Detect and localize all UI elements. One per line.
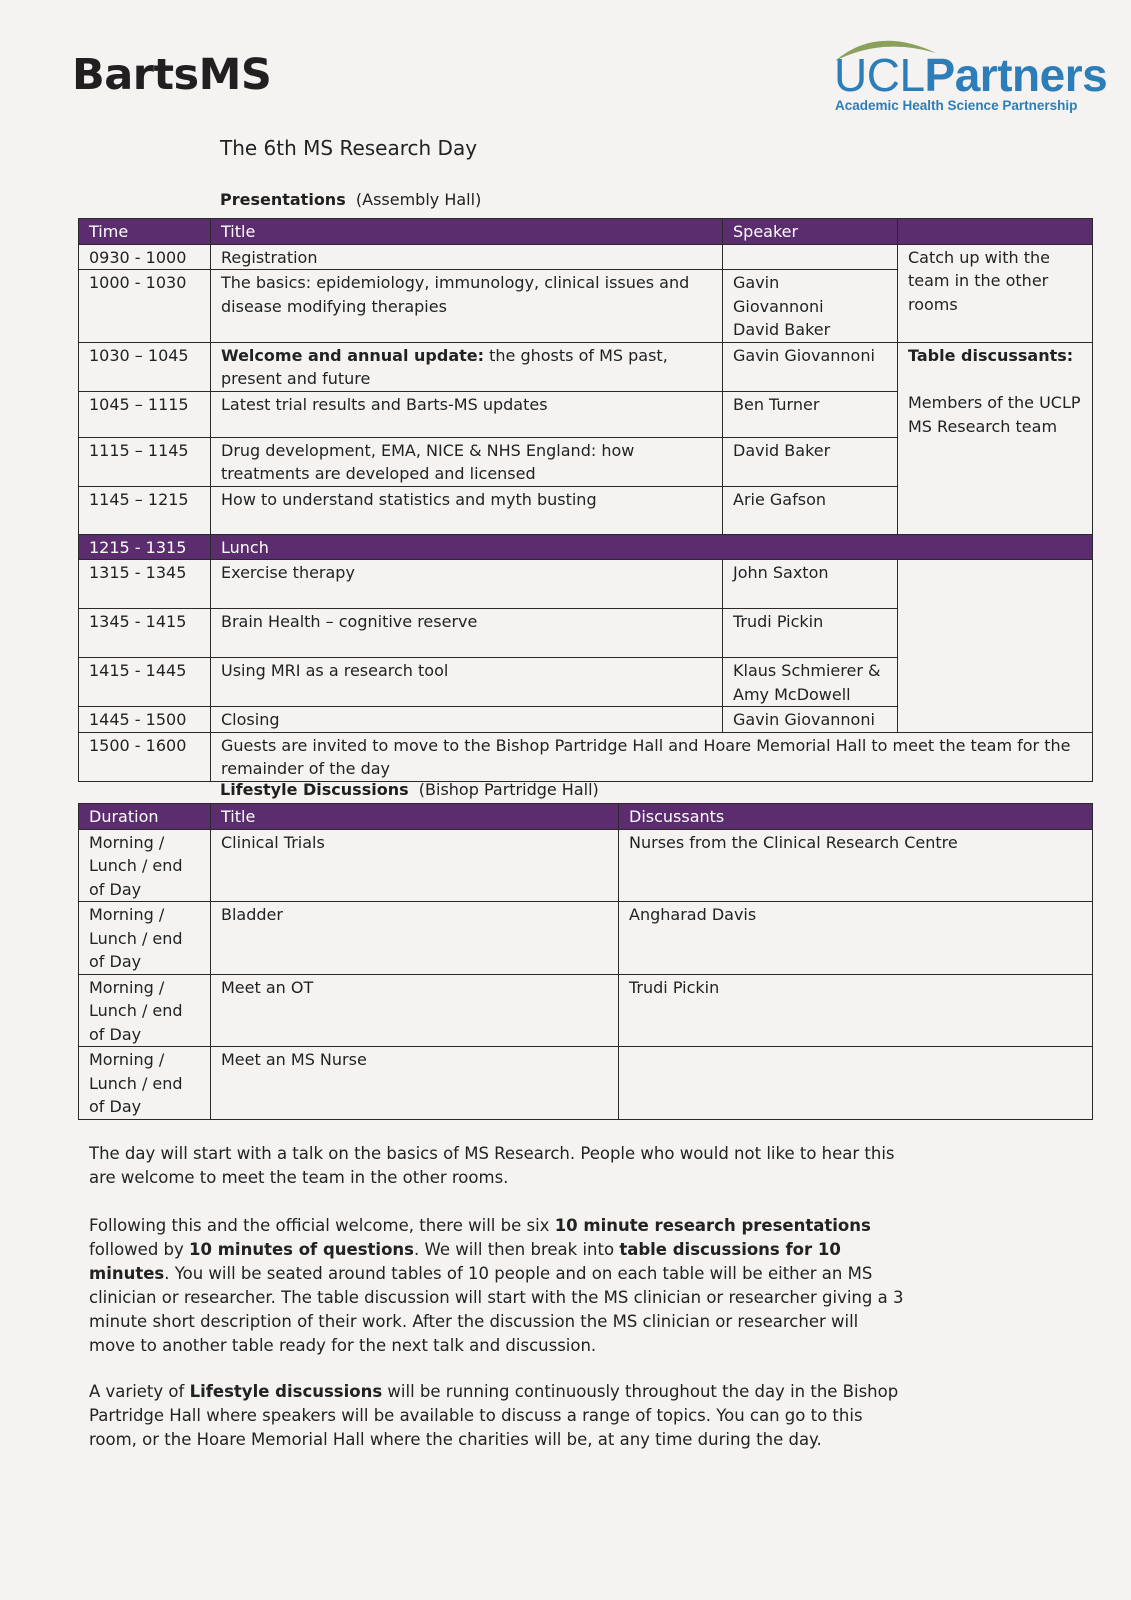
row-discussants: Trudi Pickin (619, 974, 1093, 1047)
paragraph-emphasis: 10 minute research presentations (554, 1216, 871, 1235)
row-duration: Morning / Lunch / end of Day (79, 974, 211, 1047)
row-title: Exercise therapy (211, 560, 723, 609)
side-column-blank (898, 560, 1093, 733)
table-row (79, 974, 1093, 1047)
row-title-bold: Welcome and annual update: (221, 345, 485, 365)
row-time: 1215 - 1315 (79, 534, 211, 560)
row-duration: Morning / Lunch / end of Day (79, 902, 211, 975)
row-title: Meet an MS Nurse (211, 1047, 619, 1120)
table-row (79, 244, 1093, 270)
presentations-heading-label: Presentations (220, 190, 346, 209)
row-time: 0930 - 1000 (79, 244, 211, 270)
lifestyle-location: (Bishop Partridge Hall) (418, 780, 599, 799)
lifestyle-table (78, 803, 1093, 1120)
row-title: Lunch (211, 534, 1093, 560)
row-speaker: Gavin Giovannoni (723, 342, 898, 391)
bartsms-logo: BartsMS (72, 50, 272, 100)
row-title: Closing (211, 707, 723, 733)
row-title: Meet an OT (211, 974, 619, 1047)
row-discussants (619, 1047, 1093, 1120)
row-title (211, 342, 723, 391)
column-header-title: Title (211, 804, 619, 830)
table-row (79, 829, 1093, 902)
column-header-discussants: Discussants (619, 804, 1093, 830)
paragraph-text: . You will be seated around tables of 10 people and on each table will be either an MS clinician or researcher. The table discussion will start with the MS clinician or researcher giving a 3 minute short description of their work. After the discussion the MS clinician or researcher will move to another table ready for the next talk and discussion. (89, 1264, 904, 1355)
row-title: Bladder (211, 902, 619, 975)
row-time: 1145 – 1215 (79, 486, 211, 534)
row-title: Brain Health – cognitive reserve (211, 609, 723, 658)
row-title: Using MRI as a research tool (211, 658, 723, 707)
row-title: Guests are invited to move to the Bishop Partridge Hall and Hoare Memorial Hall to meet the team for the remainder of the day (211, 732, 1093, 781)
row-time: 1500 - 1600 (79, 732, 211, 781)
intro-paragraph: The day will start with a talk on the basics of MS Research. People who would not like to hear this are welcome to meet the team in the other rooms. (89, 1144, 895, 1187)
table-header-row (79, 219, 1093, 245)
presentations-heading (220, 190, 481, 209)
column-header-title: Title (211, 219, 723, 245)
column-header-time: Time (79, 219, 211, 245)
row-speaker: Trudi Pickin (723, 609, 898, 658)
row-title: Clinical Trials (211, 829, 619, 902)
row-speaker: Gavin Giovannoni (723, 707, 898, 733)
side-note-catch-up: Catch up with the team in the other rooms (898, 244, 1093, 342)
row-speaker (723, 244, 898, 270)
table-row (79, 342, 1093, 391)
row-speaker: John Saxton (723, 560, 898, 609)
ucl-logo-suffix: Partners (924, 49, 1108, 101)
format-paragraph (89, 1214, 909, 1358)
uclpartners-logo (832, 33, 1108, 118)
side-note-discussants (898, 342, 1093, 534)
column-header-duration: Duration (79, 804, 211, 830)
row-discussants: Angharad Davis (619, 902, 1093, 975)
row-title: Registration (211, 244, 723, 270)
column-header-speaker: Speaker (723, 219, 898, 245)
paragraph-emphasis: 10 minutes of questions (189, 1240, 414, 1259)
paragraph-emphasis: Lifestyle discussions (189, 1382, 383, 1401)
paragraph-text: . We will then break into (413, 1240, 620, 1259)
side-note-body: Members of the UCLP MS Research team (908, 393, 1081, 436)
presentations-location: (Assembly Hall) (355, 190, 482, 209)
row-speaker: Ben Turner (723, 391, 898, 437)
table-row (79, 560, 1093, 609)
row-time: 1415 - 1445 (79, 658, 211, 707)
row-speaker: Gavin Giovannoni David Baker (723, 270, 898, 343)
table-row (79, 732, 1093, 781)
row-time: 1045 – 1115 (79, 391, 211, 437)
row-title-rest: the ghosts of MS past, present and future (221, 345, 668, 388)
paragraph-text: followed by (89, 1240, 190, 1259)
side-note-heading: Table discussants: (908, 345, 1074, 365)
page-title: The 6th MS Research Day (220, 136, 478, 160)
lifestyle-heading-label: Lifestyle Discussions (220, 780, 409, 799)
row-title: The basics: epidemiology, immunology, clinical issues and disease modifying therapies (211, 270, 723, 343)
row-title: Drug development, EMA, NICE & NHS England: how treatments are developed and licensed (211, 437, 723, 486)
ucl-logo-tagline: Academic Health Science Partnership (835, 98, 1078, 113)
table-row (79, 1047, 1093, 1120)
lifestyle-heading (220, 780, 599, 799)
paragraph-emphasis: table discussions for 10 minutes (89, 1240, 841, 1283)
row-duration: Morning / Lunch / end of Day (79, 1047, 211, 1120)
row-time: 1030 – 1045 (79, 342, 211, 391)
row-speaker: Arie Gafson (723, 486, 898, 534)
row-title: Latest trial results and Barts-MS updates (211, 391, 723, 437)
row-time: 1315 - 1345 (79, 560, 211, 609)
row-duration: Morning / Lunch / end of Day (79, 829, 211, 902)
paragraph-text: will be running continuously throughout the day in the Bishop Partridge Hall where speakers will be available to discuss a range of topics. You can go to this room, or the Hoare Memorial Hall where the charities will be, at any time during the day. (89, 1382, 899, 1449)
row-title: How to understand statistics and myth busting (211, 486, 723, 534)
row-time: 1445 - 1500 (79, 707, 211, 733)
table-header-row (79, 804, 1093, 830)
column-header-blank (898, 219, 1093, 245)
row-time: 1115 – 1145 (79, 437, 211, 486)
table-row (79, 902, 1093, 975)
lunch-row (79, 534, 1093, 560)
row-speaker: Klaus Schmierer & Amy McDowell (723, 658, 898, 707)
ucl-logo-prefix: UCL (834, 49, 925, 101)
paragraph-text: A variety of (89, 1382, 190, 1401)
paragraph-text: Following this and the official welcome, there will be six (89, 1216, 555, 1235)
row-time: 1345 - 1415 (79, 609, 211, 658)
lifestyle-paragraph (89, 1380, 909, 1452)
row-time: 1000 - 1030 (79, 270, 211, 343)
presentations-table (78, 218, 1093, 782)
row-speaker: David Baker (723, 437, 898, 486)
row-discussants: Nurses from the Clinical Research Centre (619, 829, 1093, 902)
